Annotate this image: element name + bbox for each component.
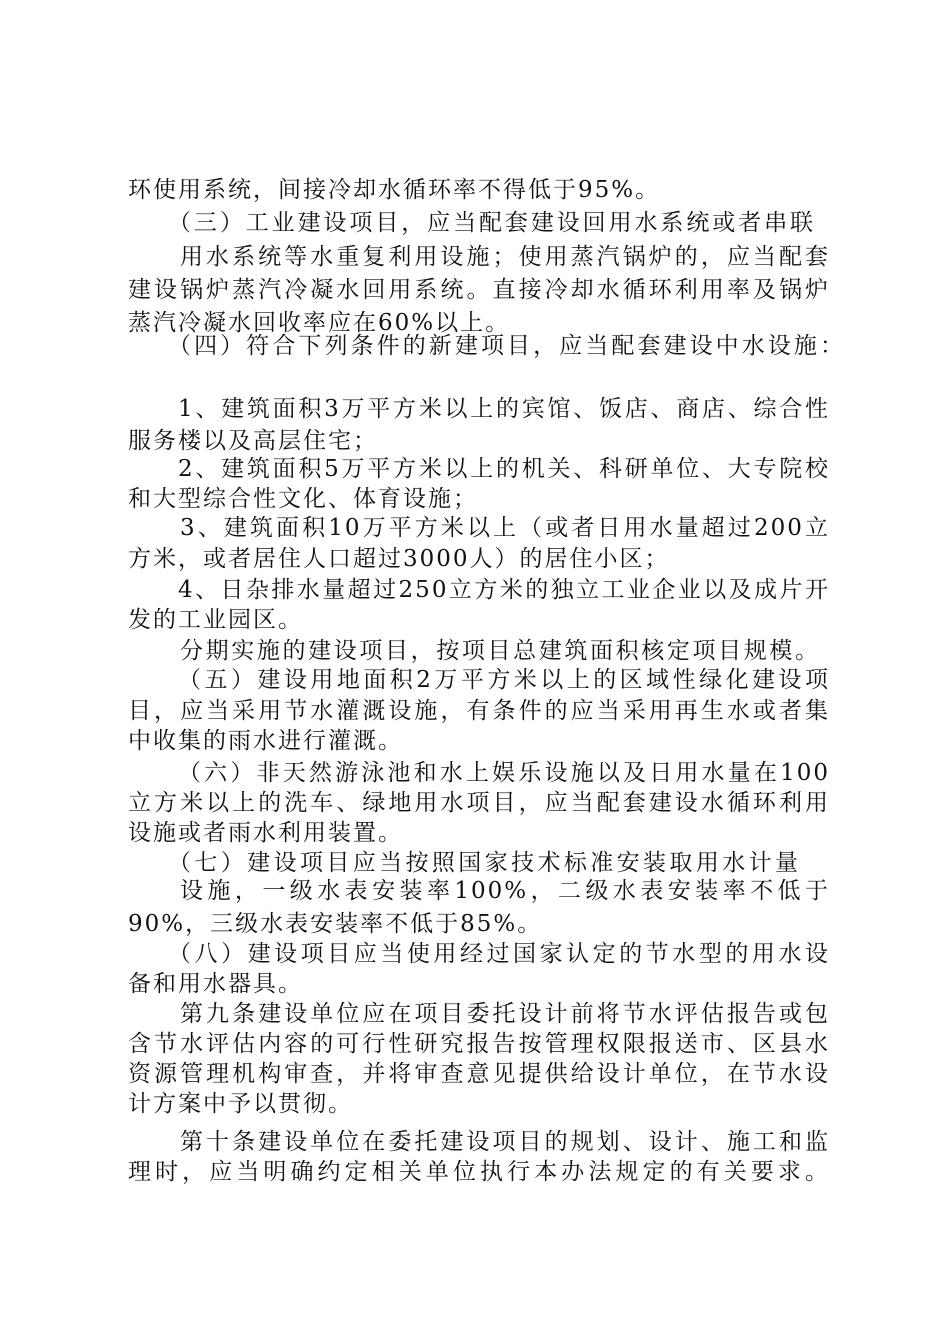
text-line: 90%，三级水表安装率不低于85%。 [128, 911, 543, 937]
text-line: 蒸汽冷凝水回收率应在60%以上。 [128, 310, 511, 336]
text-line: 资源管理机构审查，并将审查意见提供给设计单位，在节水设 [128, 1061, 830, 1087]
text-line: 目，应当采用节水灌溉设施，有条件的应当采用再生水或者集 [128, 698, 830, 724]
text-line: （八）建设项目应当使用经过国家认定的节水型的用水设 [168, 941, 830, 967]
text-line: 理时，应当明确约定相关单位执行本办法规定的有关要求。 [128, 1159, 830, 1185]
text-line: 2、建筑面积5万平方米以上的机关、科研单位、大专院校 [178, 456, 830, 482]
text-line: （三）工业建设项目，应当配套建设回用水系统或者串联 [168, 210, 815, 236]
text-line: 3、建筑面积10万平方米以上（或者日用水量超过200立 [180, 515, 830, 541]
text-line: 立方米以上的洗车、绿地用水项目，应当配套建设水循环利用 [128, 790, 830, 816]
text-line: 环使用系统，间接冷却水循环率不得低于95%。 [128, 177, 661, 203]
text-line: 1、建筑面积3万平方米以上的宾馆、饭店、商店、综合性 [178, 396, 830, 422]
text-line: （五）建设用地面积2万平方米以上的区域性绿化建设项 [178, 667, 830, 693]
text-line: 备和用水器具。 [128, 971, 303, 997]
text-line: 用水系统等水重复利用设施；使用蒸汽锅炉的，应当配套 [180, 244, 830, 270]
text-line: 设施，一级水表安装率100%，二级水表安装率不低于 [180, 878, 830, 904]
text-line: （七）建设项目应当按照国家技术标准安装取用水计量 [168, 850, 800, 876]
text-line: 中收集的雨水进行灌溉。 [128, 728, 403, 754]
text-line: 第十条建设单位在委托建设项目的规划、设计、施工和监 [180, 1129, 830, 1155]
text-line: 服务楼以及高层住宅； [128, 428, 378, 454]
text-line: （四）符合下列条件的新建项目，应当配套建设中水设施： [168, 333, 845, 359]
text-line: 分期实施的建设项目，按项目总建筑面积核定项目规模。 [180, 638, 820, 664]
text-line: 方米，或者居住人口超过3000人）的居住小区； [128, 546, 670, 572]
text-line: 第九条建设单位应在项目委托设计前将节水评估报告或包 [180, 1001, 830, 1027]
text-line: 含节水评估内容的可行性研究报告按管理权限报送市、区县水 [128, 1031, 830, 1057]
text-line: 4、日杂排水量超过250立方米的独立工业企业以及成片开 [178, 577, 830, 603]
text-line: 计方案中予以贯彻。 [128, 1091, 353, 1117]
text-line: 和大型综合性文化、体育设施； [128, 486, 478, 512]
text-line: （六）非天然游泳池和水上娱乐设施以及日用水量在100 [178, 760, 830, 786]
text-line: 建设锅炉蒸汽冷凝水回用系统。直接冷却水循环利用率及锅炉 [128, 277, 830, 303]
text-line: 发的工业园区。 [128, 607, 303, 633]
text-line: 设施或者雨水利用装置。 [128, 820, 403, 846]
